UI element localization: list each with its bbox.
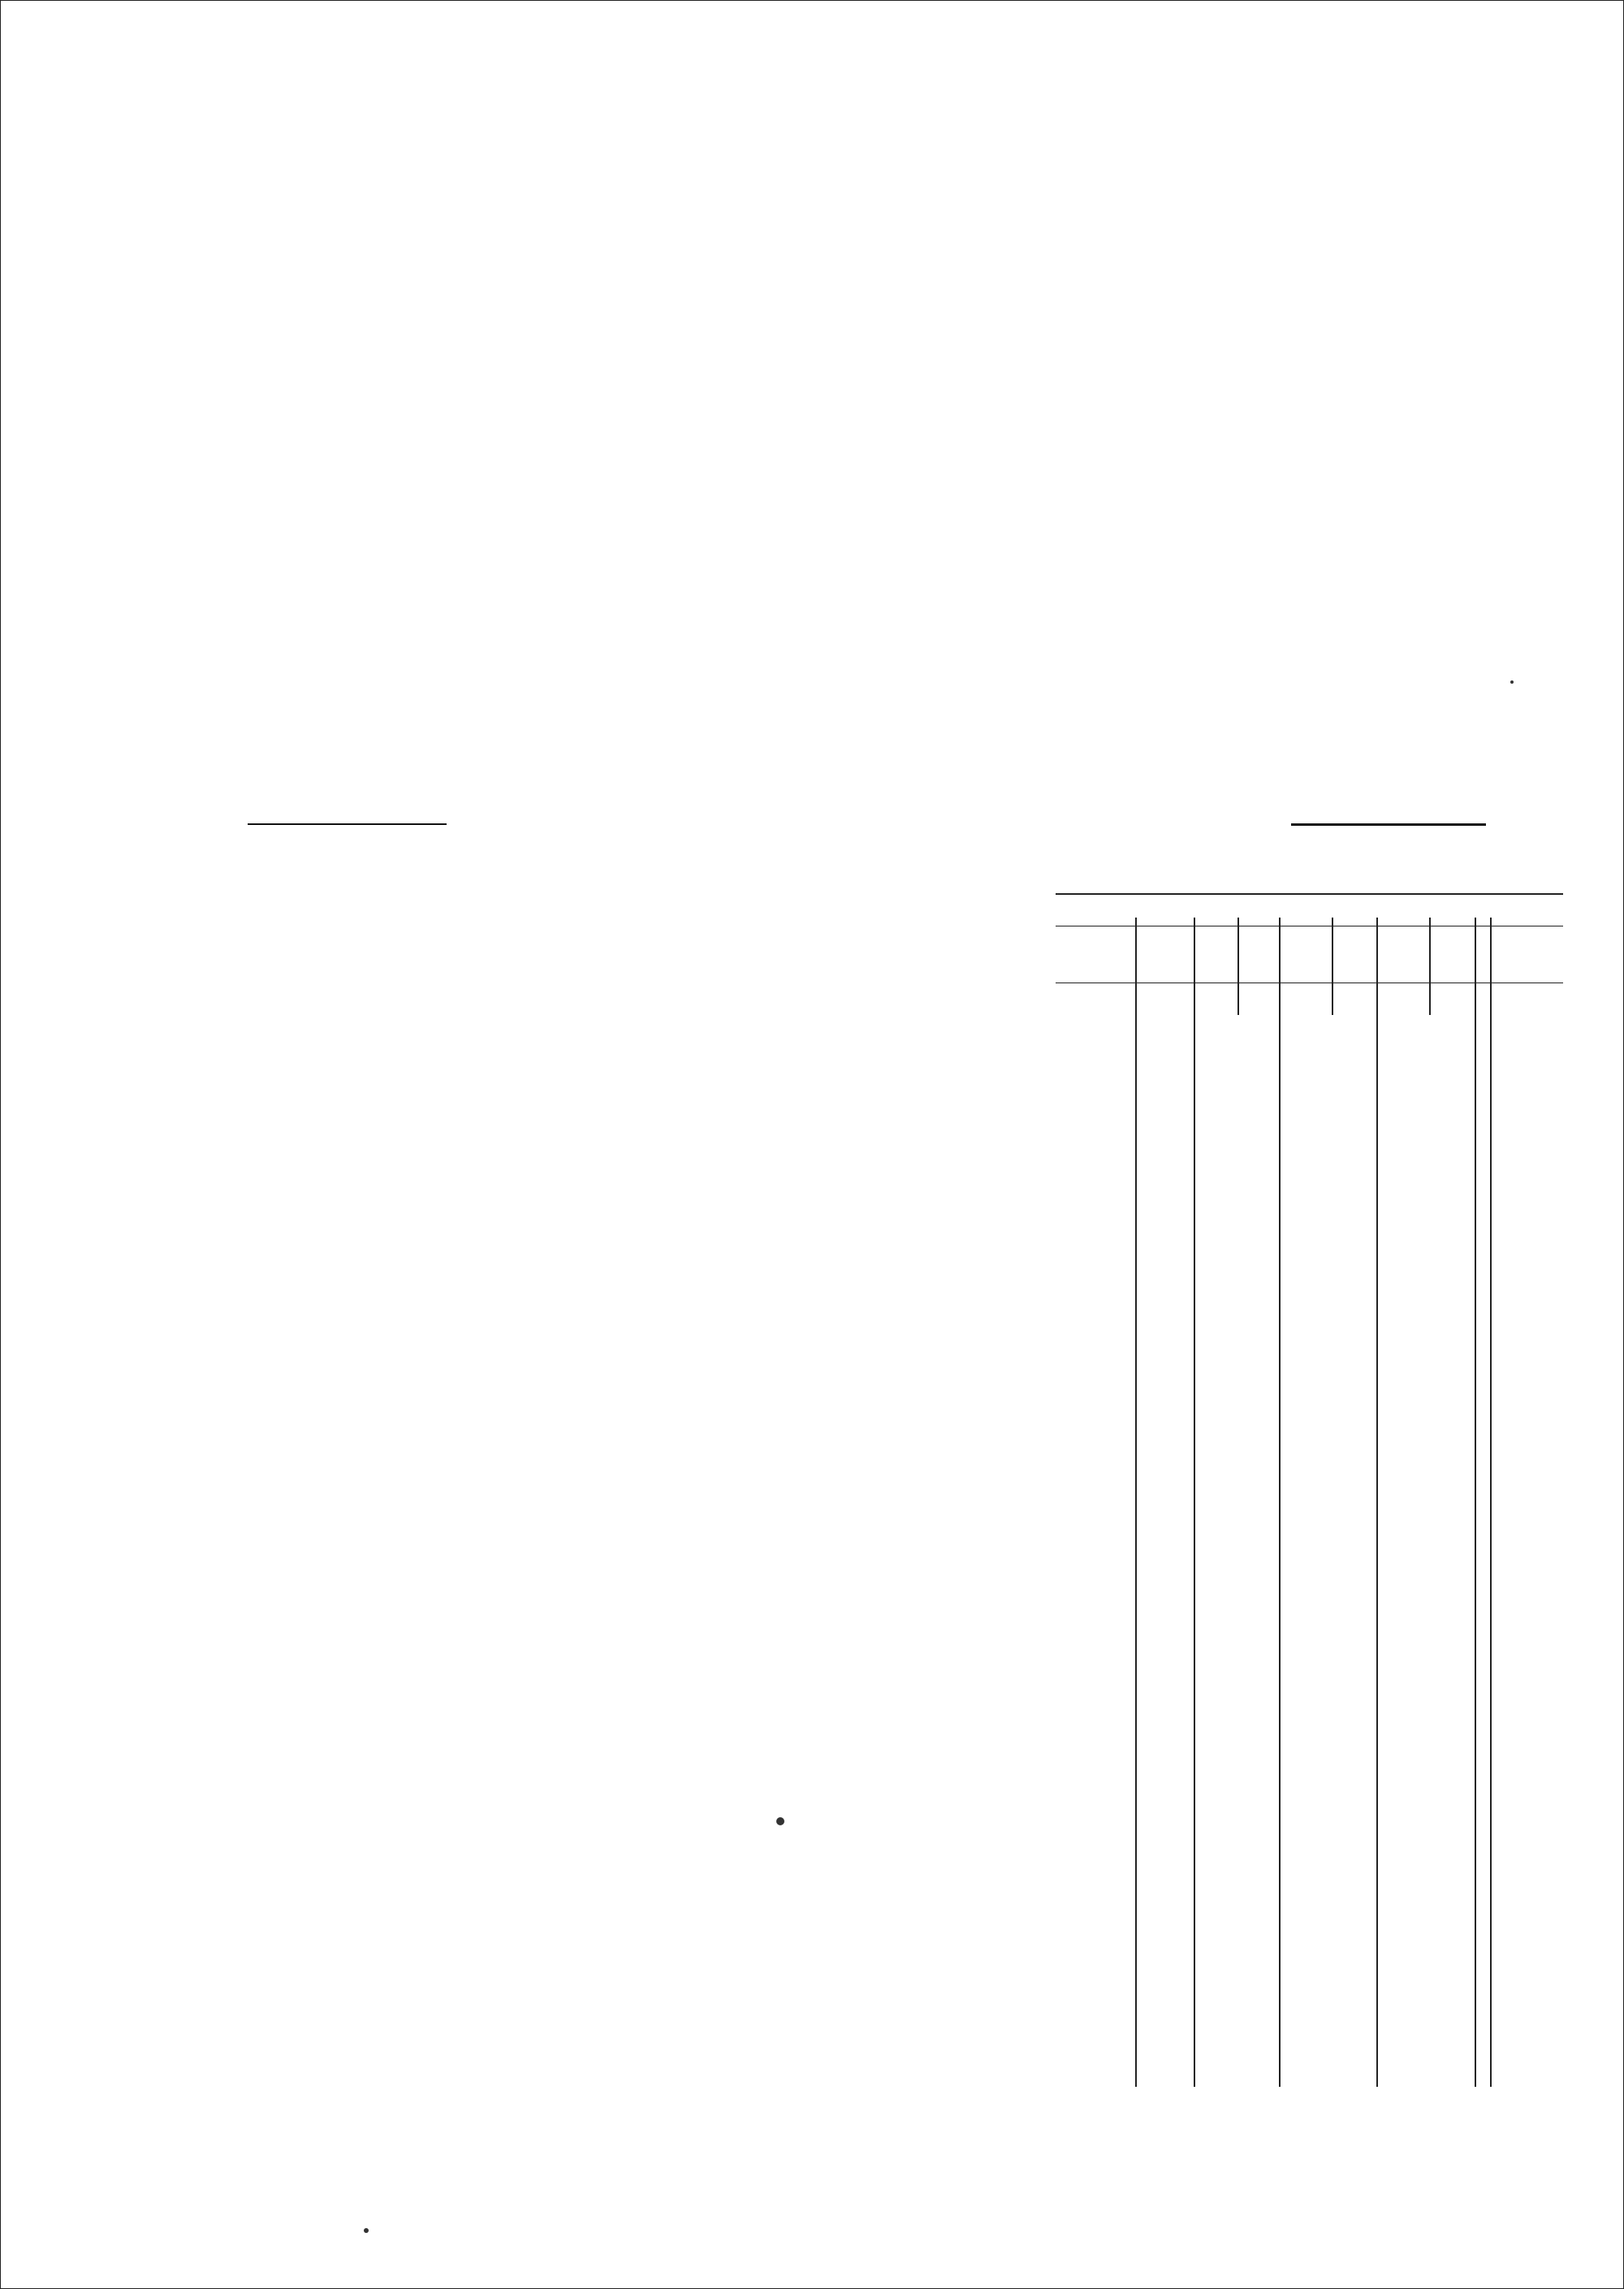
ledger-col-line xyxy=(1279,918,1281,2087)
ledger-col-line xyxy=(1135,918,1137,2087)
sum-rule xyxy=(1291,823,1486,826)
ledger-col-line xyxy=(1332,918,1333,1015)
ledger-col-line xyxy=(1237,918,1239,1015)
ledger-col-line xyxy=(1194,918,1195,2087)
ink-blot xyxy=(776,1817,784,1825)
handwritten-ledger xyxy=(1056,893,1563,2095)
ink-dot xyxy=(364,2228,369,2233)
ledger-col-line xyxy=(1490,918,1492,2087)
ledger-col-line xyxy=(1475,918,1476,2087)
ledger-col-line xyxy=(1429,918,1431,1015)
ink-dot xyxy=(1510,680,1514,684)
ledger-top-rule xyxy=(1056,893,1563,895)
ledger-col-line xyxy=(1376,918,1378,2087)
name-underline xyxy=(248,823,447,825)
